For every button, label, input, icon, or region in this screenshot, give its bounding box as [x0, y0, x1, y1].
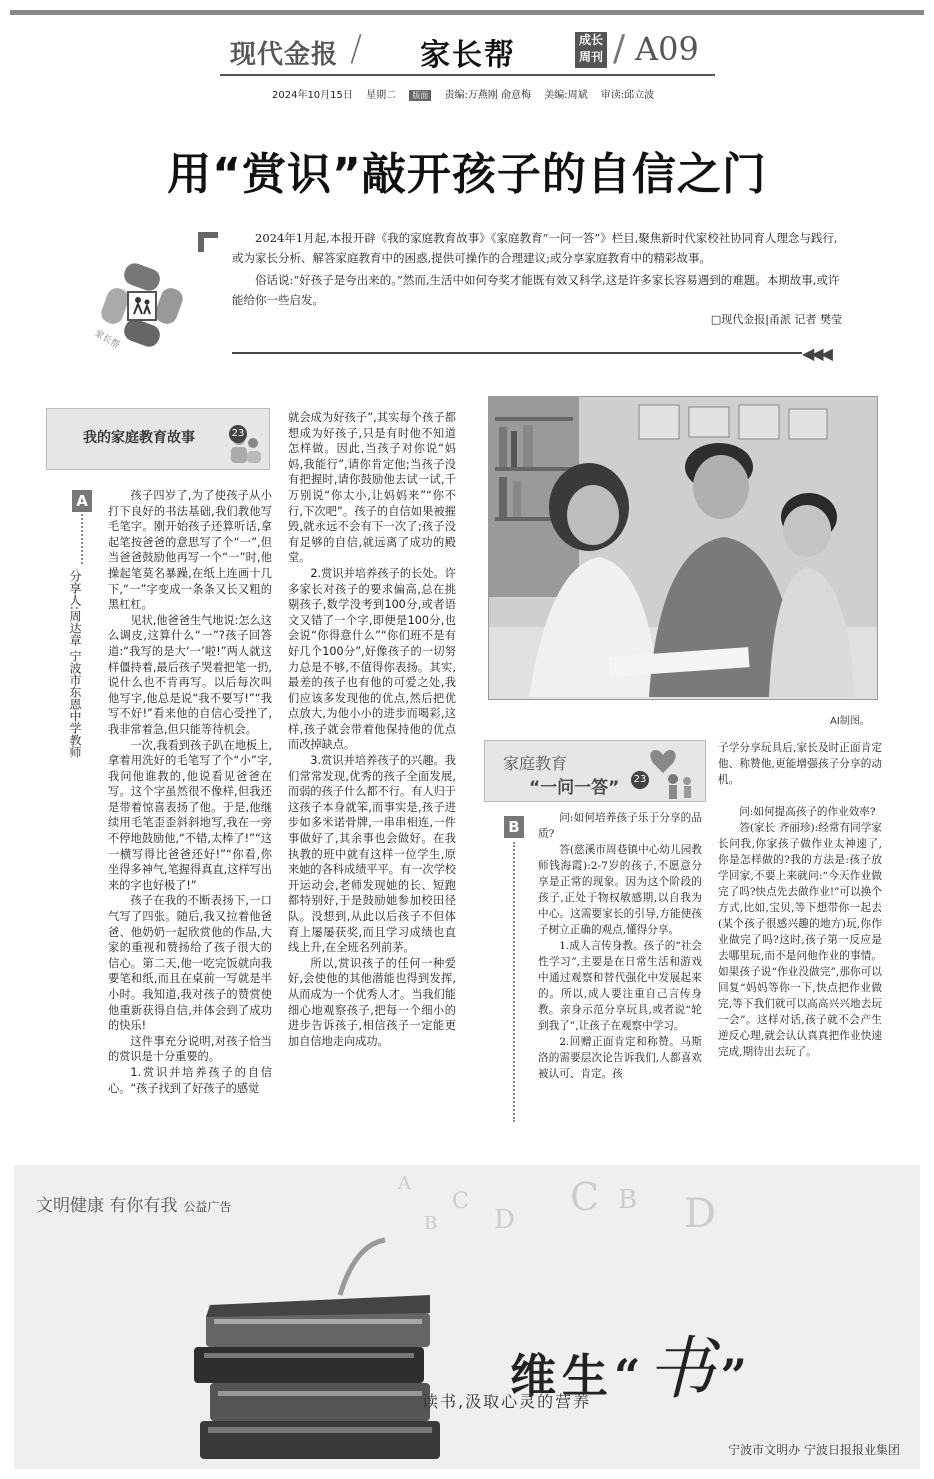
section-letter-b: B — [504, 816, 524, 838]
qa-paragraph: 1.成人言传身教。孩子的“社会性学习”,主要是在日常生活和游戏中通过观察和替代强化中发展起来的。所以,成人要注重自己言传身教。亲身示范分享玩具,或者说“轮到我了”,让孩子在观察中学习。 — [538, 940, 702, 1032]
floating-letter: A — [398, 1173, 411, 1194]
qa-column-2 — [718, 740, 882, 1060]
qa-banner-subtitle: “一问一答” — [529, 778, 620, 798]
page-number: A09 — [635, 30, 699, 68]
logo-text: 家长帮 — [92, 328, 121, 351]
section-letter-a: A — [72, 490, 92, 512]
badge-line: 周刊 — [578, 50, 603, 64]
floating-letter: D — [684, 1191, 717, 1237]
floating-letter: B — [618, 1185, 638, 1215]
story-column-1 — [108, 488, 272, 1096]
masthead-divider: / — [613, 28, 626, 69]
sharer: 分享人:周达章 宁波市东恩中学教师 — [68, 570, 82, 758]
family-photo — [488, 396, 878, 700]
story-paragraph: 孩子在我的不断表扬下,一口气写了四张。随后,我又拉着他爸爸、他奶奶一起欣赏他的作品,大家的重视和赞扬给了孩子很大的信心。第二天,他一吃完饭就向我要笔和纸,而且在桌前一写就是半小时。我知道,我对孩子的赞赏使他重新获得自信,并体会到了成功的快乐! — [108, 894, 272, 1033]
story-paragraph: 1.赏识并培养孩子的自信心。“孩子找到了好孩子的感觉 — [108, 1065, 272, 1095]
ad-slogan-text: 文明健康 有你有我 — [36, 1196, 178, 1216]
section-tag: 版面 — [409, 90, 431, 101]
story-paragraph: 就会成为好孩子”,其实每个孩子都想成为好孩子,只是有时他不知道怎样做。因此,当孩子对你说“妈妈,我能行”,请你肯定他;当孩子没有把握时,请你鼓励他去试一试,千万别说“你太小,让妈妈来”“你不行,下次吧”。孩子的自信如果被摧毁,就永远不会有下一次了;孩子没有足够的自信,就远离了成功的殿堂。 — [288, 411, 456, 565]
qa-question: 问:如何培养孩子乐于分享的品质? — [538, 812, 702, 840]
story-paragraph: 3.赏识并培养孩子的兴趣。我们常常发现,优秀的孩子全面发展,而弱的孩子什么都不行。有人归于这孩子本身就笨,而事实是,孩子进步如多米诺骨牌,一串串相连,一件事做好了,其余事也会做好。在我执教的班中就有这样一位学生,原来她的各科成绩平平。有一次学校开运动会,老师发现她的长、短跑都特别好,于是鼓励她参加校田径队。没想到,从此以后孩子不但体育上屡屡获奖,而且学习成绩也直线上升,在全班名列前茅。 — [288, 754, 456, 955]
double-chevron-icon: ◀◀◀ — [802, 344, 830, 363]
floating-letter: C — [452, 1189, 469, 1214]
story-paragraph: 2.赏识并培养孩子的长处。许多家长对孩子的要求偏高,总在挑剔孩子,数学没考到100分,或者语文又错了一个字,即便是100分,也会说“你得意什么”“你们班不是有好几个100分”,好像孩子的一切努力总是不够,不值得你表扬。其实,最差的孩子也有他的可爱之处,我们应该多发现他的优点,然后把优点放大,为他小小的进步而喝彩,这样,孩子就会带着他保持他的优点而改掉缺点。 — [288, 566, 456, 752]
story-banner-title: 我的家庭教育故事 — [83, 430, 195, 446]
proofreader: 审读:邱立波 — [600, 90, 655, 101]
book-stack-icon — [180, 1235, 460, 1469]
ad-tag: 公益广告 — [183, 1200, 232, 1214]
dotted-rule — [513, 842, 515, 1122]
story-paragraph: 这件事充分说明,对孩子恰当的赏识是十分重要的。 — [108, 1034, 272, 1064]
paper-name: 现代金报 — [230, 40, 339, 70]
story-paragraph: 见状,他爸爸生气地说:怎么这么调皮,这算什么“一”?孩子回答道:“我写的是大‘一’啦!”两人就这样僵持着,最后孩子哭着把笔一扔,说什么也不肯再写。以后每次叫他写字,他总是说“我不要写!”“我写不好!”看来他的自信心受挫了,我非常着急,但只能等待机会。 — [108, 613, 272, 736]
story-paragraph: 一次,我看到孩子趴在地板上,拿着用洗好的毛笔写了个“小”字,我问他谁教的,他说看见爸爸在写。这个字虽然很不像样,但我还是带着惊喜表扬了他。于是,他继续用毛笔歪歪斜斜地写,我在一旁不停地鼓励他,“不错,太棒了!”“这一横写得比爸爸还好!”“你看,你坐得多神气,笔握得真直,这样写出来的字也好极了!” — [108, 738, 272, 892]
ad-title-part: ” — [720, 1349, 753, 1403]
section-name: 家长帮 — [420, 38, 516, 73]
masthead-divider: / — [350, 28, 363, 69]
dotted-rule — [81, 514, 83, 564]
family-photo-illustration — [489, 397, 878, 700]
top-rule — [10, 10, 924, 15]
story-paragraph: 所以,赏识孩子的任何一种爱好,会使他的其他潜能也得到发挥,从而成为一个优秀人才。当我们能细心地观察孩子,把每一个细小的进步告诉孩子,相信孩子一定能更加自信地走向成功。 — [288, 956, 456, 1048]
intro-paragraph: 俗话说:“好孩子是夸出来的。”然而,生活中如何夸奖才能既有效又科学,这是许多家长容易遇到的难题。本期故事,或许能给你一些启发。 — [232, 273, 840, 307]
qa-column-1 — [538, 810, 702, 1082]
ad-slogan — [36, 1191, 231, 1216]
intro-block — [232, 228, 842, 326]
heart-family-icon — [643, 741, 703, 801]
family-logo — [92, 262, 186, 351]
story-column-2 — [288, 410, 456, 1049]
byline: □现代金报|甬派 记者 樊莹 — [710, 313, 842, 326]
dateline — [272, 86, 664, 101]
intro-paragraph: 2024年1月起,本报开辟《我的家庭教育故事》《家庭教育“一问一答”》栏目,聚焦新时代家校社协同育人理念与践行,或为家长分析、解答家庭教育中的困惑,提供可操作的合理建议;或分享家庭教育中的精彩故事。 — [232, 231, 838, 265]
quote-mark — [198, 232, 218, 252]
ad-organizations: 宁波市文明办 宁波日报报业集团 — [728, 1443, 900, 1457]
qa-question: 问:如何提高孩子的作业效率? — [739, 806, 876, 818]
story-banner — [46, 408, 270, 470]
ad-subtitle: 读书,汲取心灵的营养 — [422, 1392, 592, 1411]
ad-title-book: 书 — [646, 1330, 721, 1409]
qa-issue-number: 23 — [631, 771, 649, 789]
floating-letter: C — [570, 1175, 600, 1219]
intro-rule — [232, 352, 802, 354]
story-paragraph: 孩子四岁了,为了使孩子从小打下良好的书法基础,我们教他写毛笔字。刚开始孩子还算听话,拿起笔按爸爸的意思写了个“一”,但当爸爸鼓励他再写一个“一”时,他操起笔莫名暴躁,在纸上连画十几下,“一”字变成一条条又长又粗的黑杠杠。 — [108, 489, 272, 612]
qa-paragraph: 答(家长 齐丽珍):经常有同学家长问我,你家孩子做作业太神速了,你是怎样做的?我的方法是:孩子放学回家,不要上来就问:“今天作业做完了吗?快点先去做作业!”可以换个方式,比如,宝贝,等下想带你一起去(某个孩子很感兴趣的地方)玩,你作业做完了吗?这时,孩子第一反应是去哪里玩,而不是问他作业的事情。如果孩子说“作业没做完”,那你可以回复“妈妈等你一下,快点把作业做完,等下我们就可以高高兴兴地去玩一会”。这样对话,孩子就不会产生逆反心理,就会认认真真把作业快速完成,期待出去玩了。 — [718, 822, 882, 1058]
masthead — [220, 28, 715, 76]
weekday: 星期二 — [366, 90, 397, 101]
floating-letter: D — [494, 1205, 515, 1235]
qa-banner-title: 家庭教育 — [503, 754, 568, 773]
date: 2024年10月15日 — [272, 90, 353, 101]
floating-letter: B — [424, 1213, 438, 1234]
public-service-ad — [14, 1165, 920, 1469]
qa-paragraph: 2.回赠正面肯定和称赞。马斯洛的需要层次论告诉我们,人都喜欢被认可、肯定。孩 — [538, 1036, 702, 1080]
badge-line: 成长 — [578, 33, 603, 47]
qa-paragraph: 答(慈溪市周巷镇中心幼儿园教师钱海霞):2-7岁的孩子,不愿意分享是正常的现象。因为这个阶段的孩子,正处于物权敏感期,以自我为中心。这需要家长的引导,方能使孩子树立正确的观点,懂得分享。 — [538, 844, 702, 936]
weekly-badge — [575, 32, 607, 68]
photo-caption: AI制图。 — [830, 716, 870, 727]
qa-banner — [484, 740, 706, 802]
ad-title-part: 维生“ — [510, 1349, 647, 1403]
headline: 用“赏识”敲开孩子的自信之门 — [167, 149, 767, 200]
qa-paragraph: 子学分享玩具后,家长及时正面肯定他、称赞他,更能增强孩子分享的动机。 — [718, 742, 882, 786]
editors: 责编:万燕刚 俞意梅 — [444, 90, 532, 101]
story-issue-number: 23 — [229, 425, 247, 443]
designer: 美编:周斌 — [544, 90, 588, 101]
